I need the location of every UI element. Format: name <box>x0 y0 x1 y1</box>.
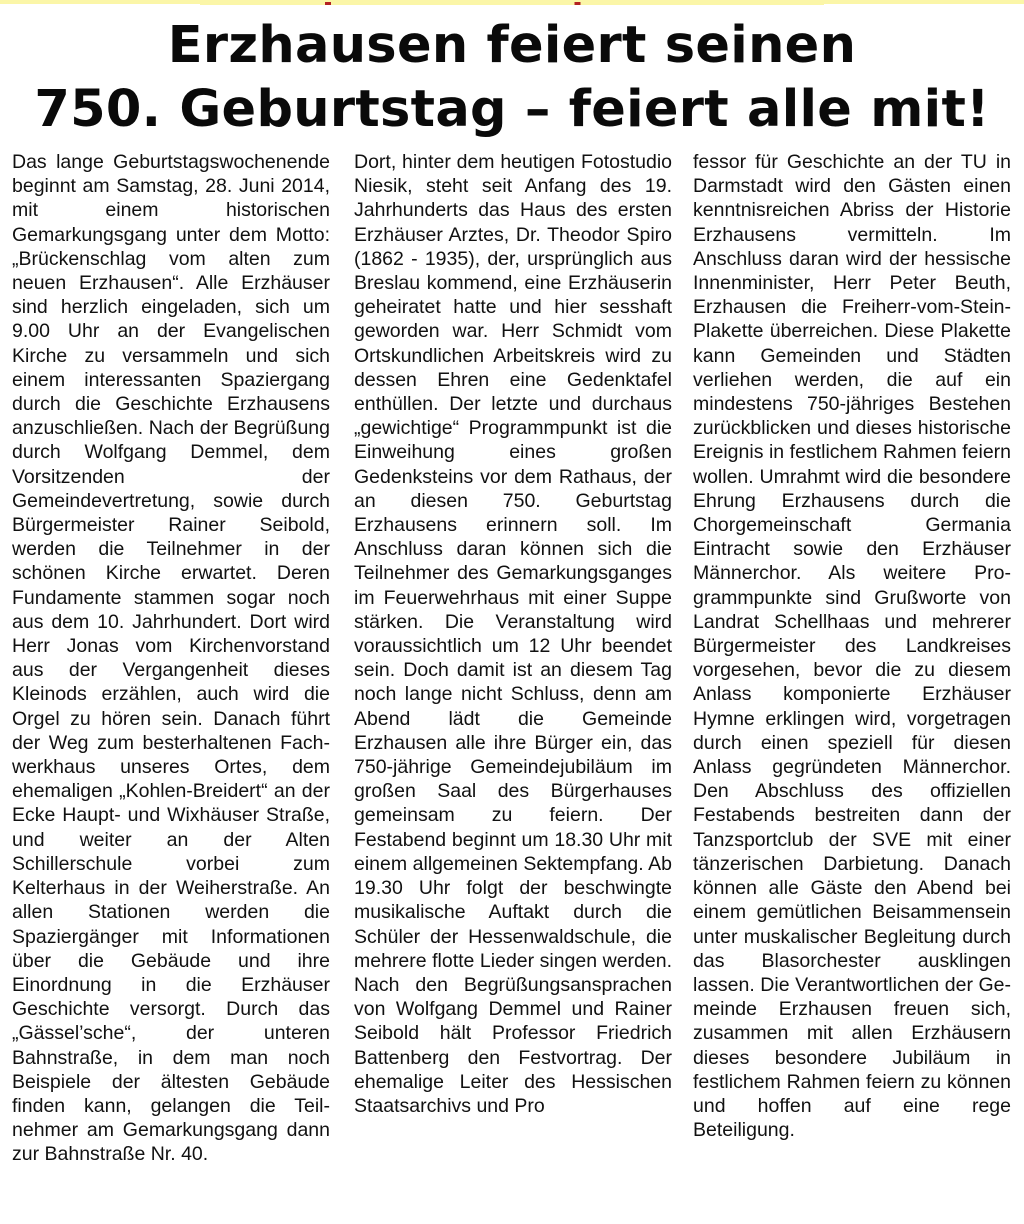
article-headline <box>0 14 1024 142</box>
column-3-text: fessor für Geschichte an der TU in Darmstadt wird den Gästen einen kenntnisreichen Abriss der Historie Erzhausens vermitteln. Im Anschluss daran wird der hessische Innenminister, Herr Peter Beuth, Erzhausen die Freiherr-vom-Stein-Plakette überreichen. Diese Plakette kann Gemeinden und Städten verliehen werden, die auf ein mindestens 750-jähriges Bestehen zurückblicken und dieses historische Ereignis in festlichem Rahmen feiern wollen. Umrahmt wird die besondere Ehrung Erzhausens durch die Chorgemeinschaft Germania Eintracht sowie den Erzhäuser Männerchor. Als weitere Programmpunkte sind Grußworte von Landrat Schellhaas und mehrerer Bürgermeister des Landkreises vorgesehen, bevor die zu diesem Anlass komponierte Erzhäuser Hymne erklingen wird, vorgetragen durch einen speziell für diesen Anlass gegründeten Männerchor. Den Abschluss des offiziellen Festabends bestreiten dann der Tanzsportclub der SVE mit einer tänzerischen Darbietung. Danach können alle Gäste den Abend bei einem gemütlichen Beisammensein unter muskalischer Begleitung durch das Blasorchester ausklingen lassen. Die Verantwortlichen der Gemeinde Erzhausen freuen sich, zusammen mit allen Erzhäusern dieses besondere Jubiläum in festlichem Rahmen feiern zu können und hoffen auf eine rege Beteiligung. <box>693 151 1011 1142</box>
headline-line-1: Erzhausen feiert seinen <box>167 16 857 75</box>
text-column-2 <box>354 150 672 1222</box>
text-column-3 <box>693 150 1011 1222</box>
top-banner-strip <box>0 0 1024 6</box>
text-column-1 <box>12 150 330 1222</box>
article-body <box>12 150 1012 1222</box>
headline-line-2: 750. Geburtstag – feiert alle mit! <box>34 80 990 139</box>
column-2-text: Dort, hinter dem heutigen Fotostudio Niesik, steht seit Anfang des 19. Jahrhunderts das Haus des ersten Erzhäuser Arztes, Dr. Theodor Spiro (1862 - 1935), der, ursprünglich aus Breslau kommend, eine Erzhäuserin geheiratet hatte und hier sesshaft geworden war. Herr Schmidt vom Ortskundlichen Arbeitskreis wird zu dessen Ehren eine Gedenktafel enthüllen. Der letzte und durchaus „gewichtige“ Programmpunkt ist die Einweihung eines großen Gedenksteins vor dem Rathaus, der an diesen 750. Geburtstag Erzhausens erinnern soll. Im Anschluss daran können sich die Teilnehmer des Gemarkungsganges im Feuerwehrhaus mit einer Suppe stärken. Die Veranstaltung wird voraussichtlich um 12 Uhr beendet sein. Doch damit ist an diesem Tag noch lange nicht Schluss, denn am Abend lädt die Gemeinde Erzhausen alle ihre Bürger ein, das 750-jährige Gemeindejubiläum im großen Saal des Bürgerhauses gemeinsam zu feiern. Der Festabend beginnt um 18.30 Uhr mit einem allgemeinen Sektempfang. Ab 19.30 Uhr folgt der beschwingte musikalische Auftakt durch die Schüler der Hessenwaldschule, die mehrere flotte Lieder singen werden. Nach den Begrüßungsansprachen von Wolfgang Demmel und Rainer Seibold hält Professor Friedrich Battenberg den Festvortrag. Der ehemalige Leiter des Hessischen Staatsarchivs und Pro <box>354 151 672 1117</box>
column-1-text: Das lange Geburtstagswochenende beginnt am Samstag, 28. Juni 2014, mit einem historischen Gemarkungsgang unter dem Motto: „Brückenschlag vom alten zum neuen Erzhausen“. Alle Erzhäuser sind herzlich eingeladen, sich um 9.00 Uhr an der Evangelischen Kirche zu versammeln und sich einem interessanten Spaziergang durch die Geschichte Erzhausens anzuschließen. Nach der Begrüßung durch Wolfgang Demmel, dem Vorsitzenden der Gemeindevertretung, sowie durch Bürgermeister Rainer Seibold, werden die Teilnehmer in der schönen Kirche erwartet. Deren Fundamente stammen sogar noch aus dem 10. Jahrhundert. Dort wird Herr Jonas vom Kirchenvorstand aus der Vergangenheit dieses Kleinods erzählen, auch wird die Orgel zu hören sein. Danach führt der Weg zum besterhaltenen Fachwerkhaus unseres Ortes, dem ehemaligen „Kohlen-Breidert“ an der Ecke Haupt- und Wixhäuser Straße, und weiter an der Alten Schillerschule vorbei zum Kelterhaus in der Weiherstraße. An allen Stationen werden die Spaziergänger mit Informationen über die Gebäude und ihre Einordnung in die Erzhäuser Geschichte versorgt. Durch das „Gässel’sche“, der unteren Bahnstraße, in dem man noch Beispiele der ältesten Gebäude finden kann, gelangen die Teilnehmer am Gemarkungsgang dann zur Bahnstraße Nr. 40. <box>12 151 330 1166</box>
